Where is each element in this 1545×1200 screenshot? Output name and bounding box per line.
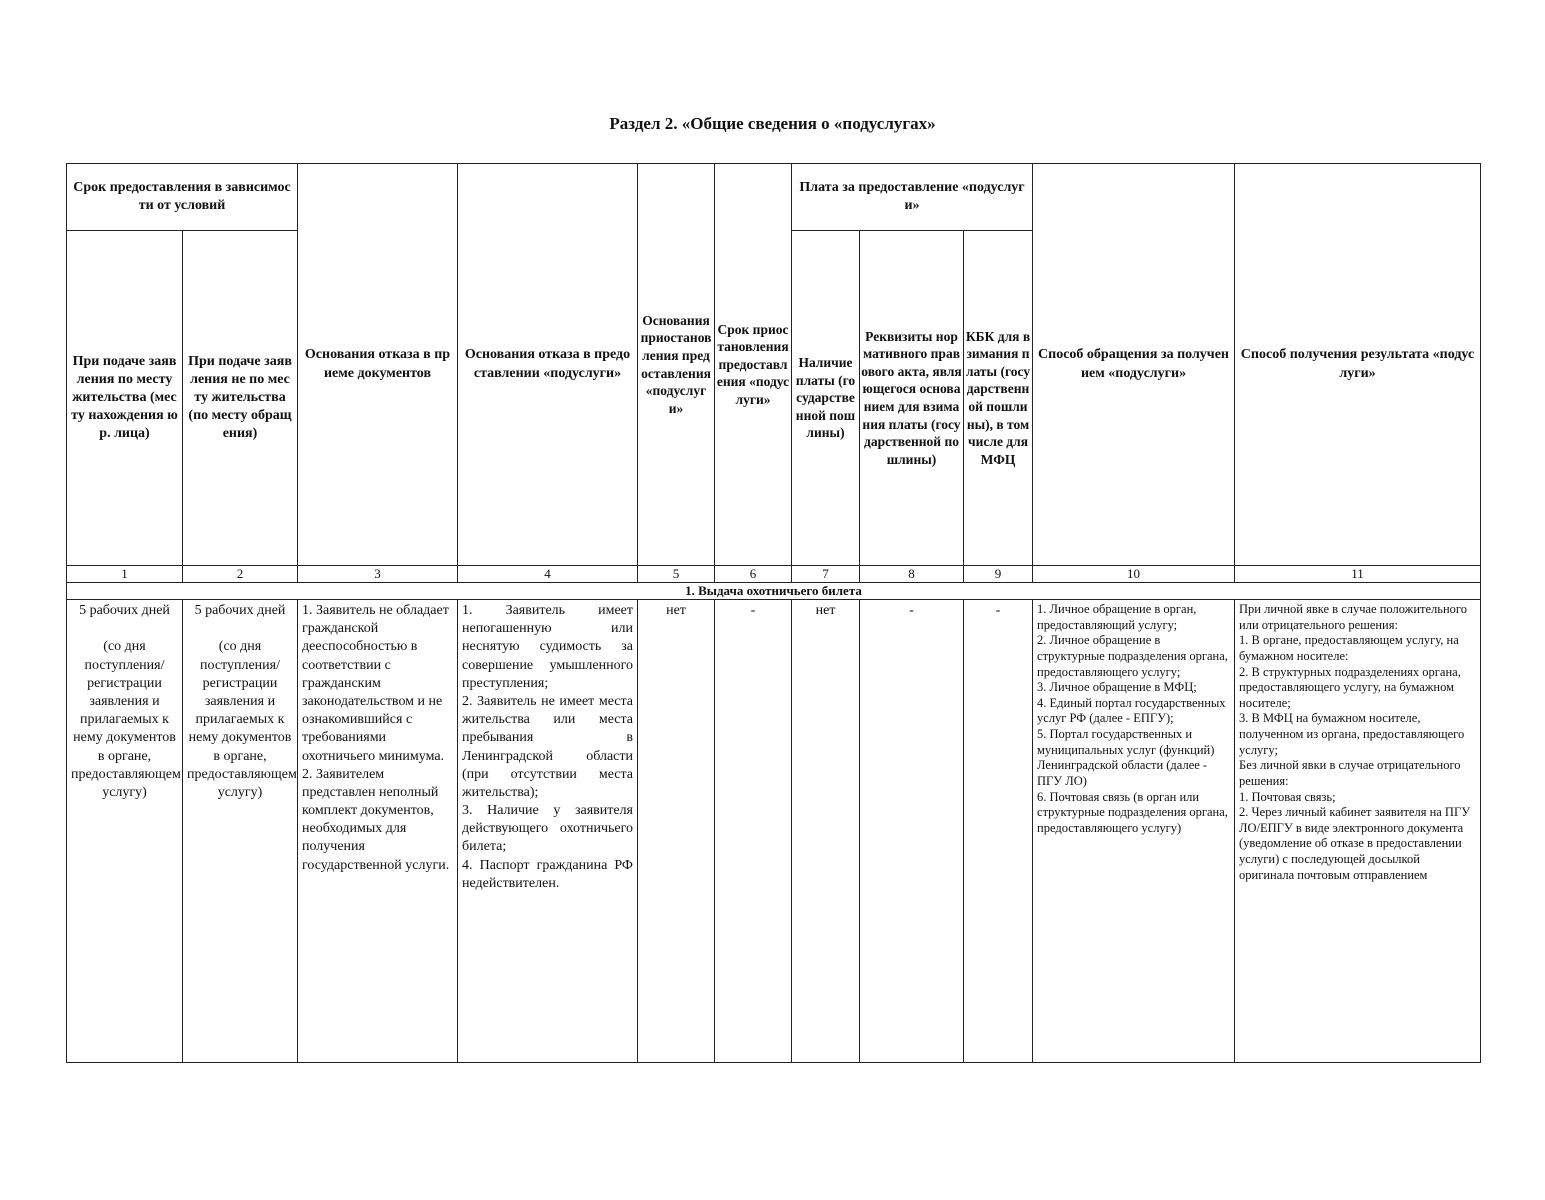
cell-result-method: При личной явке в случае положительного или отрицательного решения: 1. В органе, предоставляющем услугу, на бумажном носителе: 2. В структурных подразделениях органа, предоставляющего услугу, на бумажном носителе; 3. В МФЦ на бумажном носителе, полученном из органа, предоставляющего услугу; Без личной явки в случае отрицательного решения: 1. Почтовая связь; 2. Через личный кабинет заявителя на ПГУ ЛО/ЕПГУ в виде электронного документа (уведомление об отказе в предоставлении услуги) с последующей досылкой оригинала почтовым отправлением: [1235, 600, 1481, 1063]
header-col-7: Наличие платы (государственной пошлины): [792, 231, 860, 566]
column-number: 7: [792, 566, 860, 583]
header-col-3: Основания отказа в приеме документов: [298, 164, 458, 566]
cell-payment-kbk: -: [964, 600, 1033, 1063]
column-number: 3: [298, 566, 458, 583]
column-number: 10: [1033, 566, 1235, 583]
cell-term-non-residence: 5 рабочих дней (со дня поступления/регистрации заявления и прилагаемых к нему документов в органе, предоставляющем услугу): [183, 600, 298, 1063]
cell-refusal-service: 1. Заявитель имеет непогашенную или неснятую судимость за совершение умышленного преступления; 2. Заявитель не имеет места жительства или места пребывания в Ленинградской области (при отсутствии места жительства); 3. Наличие у заявителя действующего охотничьего билета; 4. Паспорт гражданина РФ недействителен.: [458, 600, 638, 1063]
header-col-11: Способ получения результата «подуслуги»: [1235, 164, 1481, 566]
column-number: 4: [458, 566, 638, 583]
header-col-5: Основания приостановления предоставления «подуслуги»: [638, 164, 715, 566]
header-payment-group: Плата за предоставление «подуслуги»: [792, 164, 1033, 231]
cell-suspension-term: -: [715, 600, 792, 1063]
cell-application-method: 1. Личное обращение в орган, предоставляющий услугу; 2. Личное обращение в структурные подразделения органа, предоставляющего услугу; 3. Личное обращение в МФЦ; 4. Единый портал государственных услуг РФ (далее - ЕПГУ); 5. Портал государственных и муниципальных услуг (функций) Ленинградской области (далее - ПГУ ЛО) 6. Почтовая связь (в орган или структурные подразделения органа, предоставляющего услугу): [1033, 600, 1235, 1063]
header-col-2: При подаче заявления не по месту жительства (по месту обращения): [183, 231, 298, 566]
section-row: [67, 583, 1481, 600]
header-col-10: Способ обращения за получением «подуслуги»: [1033, 164, 1235, 566]
section-title: 1. Выдача охотничьего билета: [67, 583, 1481, 600]
header-term-group: Срок предоставления в зависимости от условий: [67, 164, 298, 231]
subservices-table: [66, 163, 1481, 1063]
column-number: 8: [860, 566, 964, 583]
header-row-1: [67, 164, 1481, 231]
cell-payment-act: -: [860, 600, 964, 1063]
cell-refusal-accept-docs: 1. Заявитель не обладает гражданской дееспособностью в соответствии с гражданским законодательством и не ознакомившийся с требованиями охотничьего минимума. 2. Заявителем представлен неполный комплект документов, необходимых для получения государственной услуги.: [298, 600, 458, 1063]
column-number: 5: [638, 566, 715, 583]
header-col-9: КБК для взимания платы (государственной пошлины), в том числе для МФЦ: [964, 231, 1033, 566]
column-number: 9: [964, 566, 1033, 583]
header-col-8: Реквизиты нормативного правового акта, являющегося основанием для взимания платы (государственной пошлины): [860, 231, 964, 566]
column-number: 6: [715, 566, 792, 583]
header-col-4: Основания отказа в предоставлении «подуслуги»: [458, 164, 638, 566]
column-numbers-row: [67, 566, 1481, 583]
column-number: 2: [183, 566, 298, 583]
header-col-1: При подаче заявления по месту жительства (месту нахождения юр. лица): [67, 231, 183, 566]
cell-payment-presence: нет: [792, 600, 860, 1063]
header-col-6: Срок приостановления предоставления «подуслуги»: [715, 164, 792, 566]
column-number: 11: [1235, 566, 1481, 583]
table-row: [67, 600, 1481, 1063]
page-title: Раздел 2. «Общие сведения о «подуслугах»: [609, 114, 936, 133]
cell-suspension-grounds: нет: [638, 600, 715, 1063]
cell-term-residence: 5 рабочих дней (со дня поступления/регистрации заявления и прилагаемых к нему документов в органе, предоставляющем услугу): [67, 600, 183, 1063]
column-number: 1: [67, 566, 183, 583]
